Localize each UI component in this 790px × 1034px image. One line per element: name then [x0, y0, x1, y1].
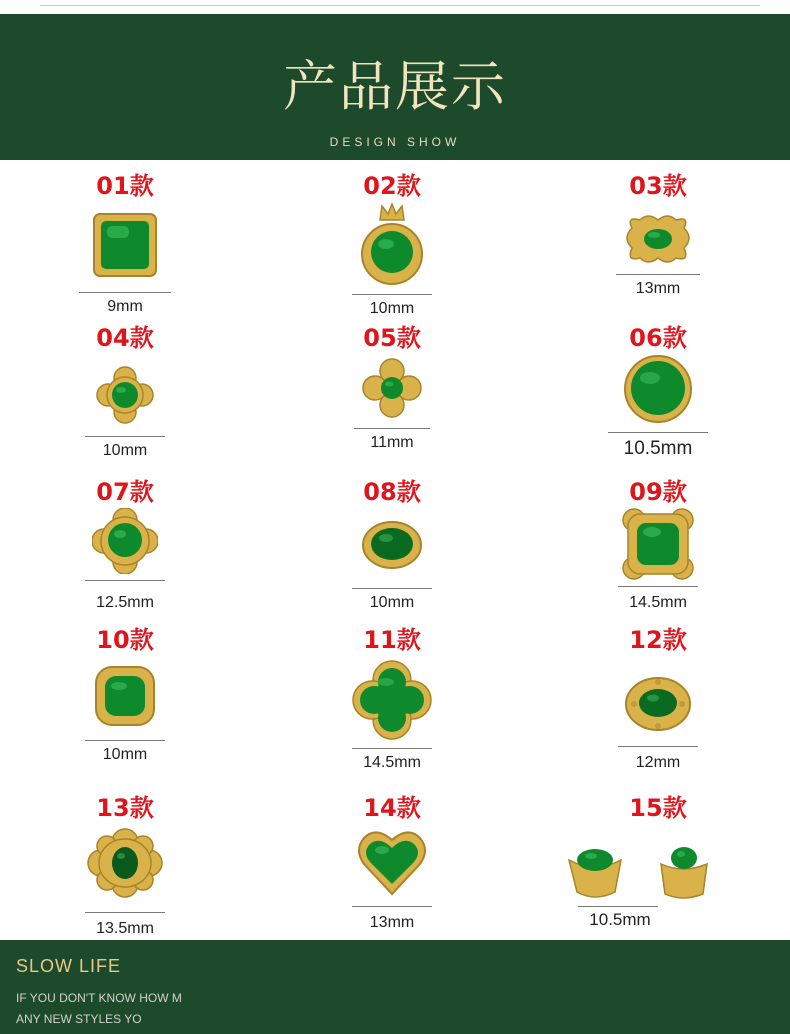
top-strip — [0, 0, 790, 14]
product-item-04[interactable] — [15, 318, 235, 468]
product-size: 13mm — [369, 914, 415, 931]
ornate-square-jade-bead-icon — [620, 506, 696, 582]
pouch-jade-bead-icon — [360, 202, 424, 288]
flower-jade-bead-icon — [96, 366, 154, 424]
footer-title: SLOW LIFE — [16, 956, 122, 976]
size-rule — [578, 906, 658, 907]
product-label: 12款 — [629, 626, 687, 654]
product-item-08[interactable] — [282, 472, 502, 622]
product-size: 13.5mm — [96, 920, 154, 937]
product-size: 10.5mm — [589, 910, 651, 929]
product-size: 12mm — [635, 754, 681, 771]
page-subtitle: DESIGN SHOW — [329, 135, 461, 149]
filigree-oval-jade-bead-icon — [624, 676, 692, 732]
round-jade-bead-icon — [623, 354, 693, 424]
clover-jade-bead-icon — [362, 358, 422, 418]
size-rule — [352, 588, 432, 589]
size-rule — [79, 292, 171, 293]
product-item-11[interactable] — [282, 620, 502, 770]
product-label: 10款 — [96, 626, 154, 654]
product-item-15[interactable] — [548, 788, 768, 940]
filigree-flower-jade-bead-icon — [85, 828, 165, 898]
product-size: 14.5mm — [363, 754, 421, 771]
footer-text-line-1: IF YOU DON'T KNOW HOW M — [16, 991, 182, 1005]
rounded-square-jade-bead-icon — [93, 664, 157, 728]
product-item-03[interactable] — [548, 166, 768, 316]
top-divider — [40, 5, 760, 6]
product-item-06[interactable] — [548, 318, 768, 468]
size-rule — [608, 432, 708, 433]
footer-banner — [0, 940, 790, 1034]
product-size: 10mm — [369, 300, 415, 317]
header-banner — [0, 0, 790, 160]
size-rule — [352, 906, 432, 907]
product-item-07[interactable] — [15, 472, 235, 622]
heart-jade-bead-icon — [356, 826, 428, 898]
product-item-09[interactable] — [548, 472, 768, 622]
size-rule — [85, 436, 165, 437]
product-label: 04款 — [96, 324, 154, 352]
product-size: 11mm — [370, 434, 414, 451]
product-label: 08款 — [363, 478, 421, 506]
page-title: 产品展示 — [283, 55, 507, 118]
product-item-14[interactable] — [282, 788, 502, 940]
ingot-jade-bead-icon — [565, 844, 715, 904]
product-item-13[interactable] — [15, 788, 235, 940]
product-size: 10mm — [102, 746, 148, 763]
size-rule — [616, 274, 700, 275]
oval-jade-bead-icon — [361, 520, 423, 570]
size-rule — [85, 912, 165, 913]
scalloped-jade-bead-icon — [92, 508, 158, 574]
size-rule — [352, 748, 432, 749]
product-label: 11款 — [363, 626, 421, 654]
product-size: 10.5mm — [623, 438, 693, 459]
product-grid — [0, 160, 790, 940]
size-rule — [85, 740, 165, 741]
product-label: 15款 — [629, 794, 687, 822]
product-item-12[interactable] — [548, 620, 768, 770]
product-size: 10mm — [369, 594, 415, 611]
product-label: 06款 — [629, 324, 687, 352]
product-item-10[interactable] — [15, 620, 235, 770]
product-label: 07款 — [96, 478, 154, 506]
square-jade-bead-icon — [90, 210, 160, 280]
product-size: 13mm — [635, 280, 681, 297]
four-leaf-clover-jade-bead-icon — [352, 660, 432, 740]
footer-text-line-2: ANY NEW STYLES YO — [16, 1012, 142, 1026]
size-rule — [618, 586, 698, 587]
product-label: 05款 — [363, 324, 421, 352]
size-rule — [354, 428, 430, 429]
cloud-jade-bead-icon — [622, 212, 694, 266]
size-rule — [618, 746, 698, 747]
product-label: 03款 — [629, 172, 687, 200]
product-label: 02款 — [363, 172, 421, 200]
size-rule — [85, 580, 165, 581]
product-size: 14.5mm — [629, 594, 687, 611]
product-label: 09款 — [629, 478, 687, 506]
product-item-05[interactable] — [282, 318, 502, 468]
size-rule — [352, 294, 432, 295]
product-label: 14款 — [363, 794, 421, 822]
product-item-01[interactable] — [15, 166, 235, 316]
product-item-02[interactable] — [282, 166, 502, 316]
product-size: 12.5mm — [96, 594, 154, 611]
product-label: 13款 — [96, 794, 154, 822]
product-size: 10mm — [102, 442, 148, 459]
product-label: 01款 — [96, 172, 154, 200]
product-size: 9mm — [107, 298, 143, 315]
